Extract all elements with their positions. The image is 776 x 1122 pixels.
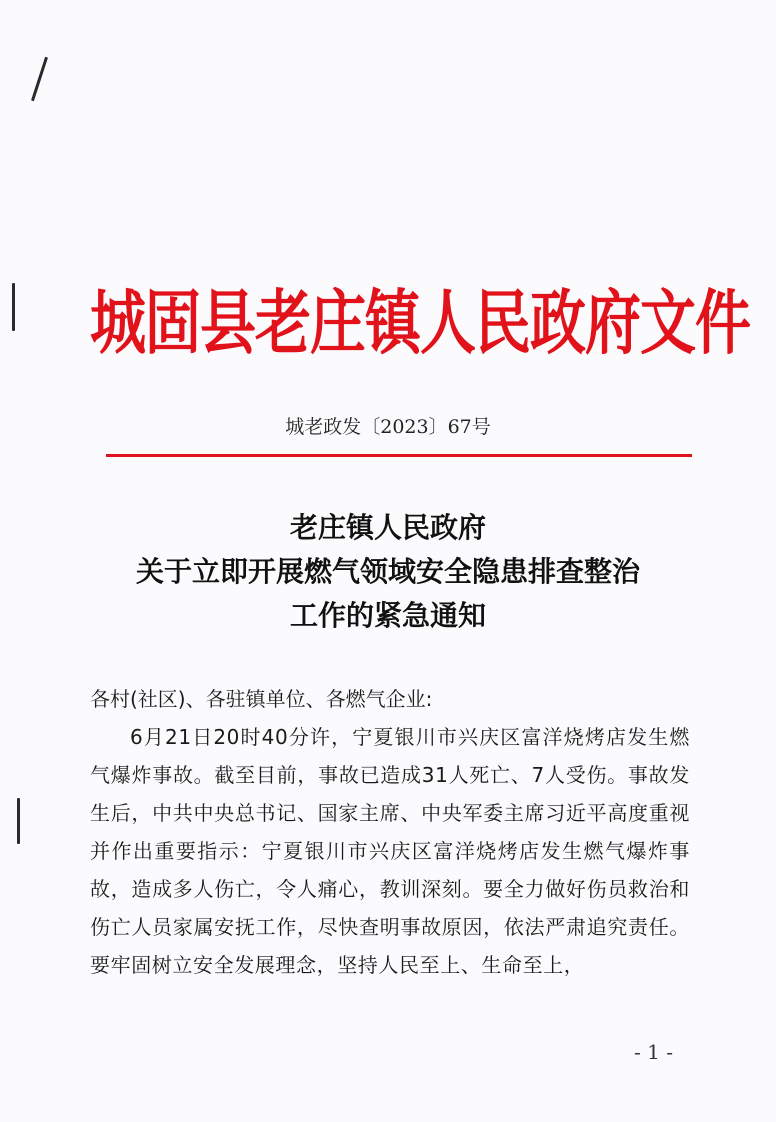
paragraph: 6月21日20时40分许，宁夏银川市兴庆区富洋烧烤店发生燃气爆炸事故。截至目前，事故已造成31人死亡、7人受伤。事故发生后，中共中央总书记、国家主席、中央军委主席习近平高度重视并作出重要指示：宁夏银川市兴庆区富洋烧烤店发生燃气爆炸事故，造成多人伤亡，令人痛心，教训深刻。要全力做好伤员救治和伤亡人员家属安抚工作，尽快查明事故原因，依法严肃追究责任。要牢固树立安全发展理念，坚持人民至上、生命至上，	[90, 725, 690, 977]
title-line-3: 工作的紧急通知	[289, 599, 486, 632]
salutation: 各村(社区)、各驻镇单位、各燃气企业:	[90, 687, 433, 711]
title-line-1: 老庄镇人民政府	[289, 511, 486, 544]
title-line-2: 关于立即开展燃气领域安全隐患排查整治	[135, 555, 640, 588]
red-divider	[106, 454, 692, 457]
scan-mark	[12, 283, 15, 331]
body-text	[90, 680, 690, 984]
scan-mark	[31, 57, 48, 102]
page-number: - 1 -	[634, 1040, 673, 1064]
document-number: 城老政发〔2023〕67号	[285, 416, 491, 438]
document-title	[0, 506, 776, 638]
scan-mark	[17, 798, 20, 844]
issuer-header: 城固县老庄镇人民政府文件	[90, 281, 750, 365]
